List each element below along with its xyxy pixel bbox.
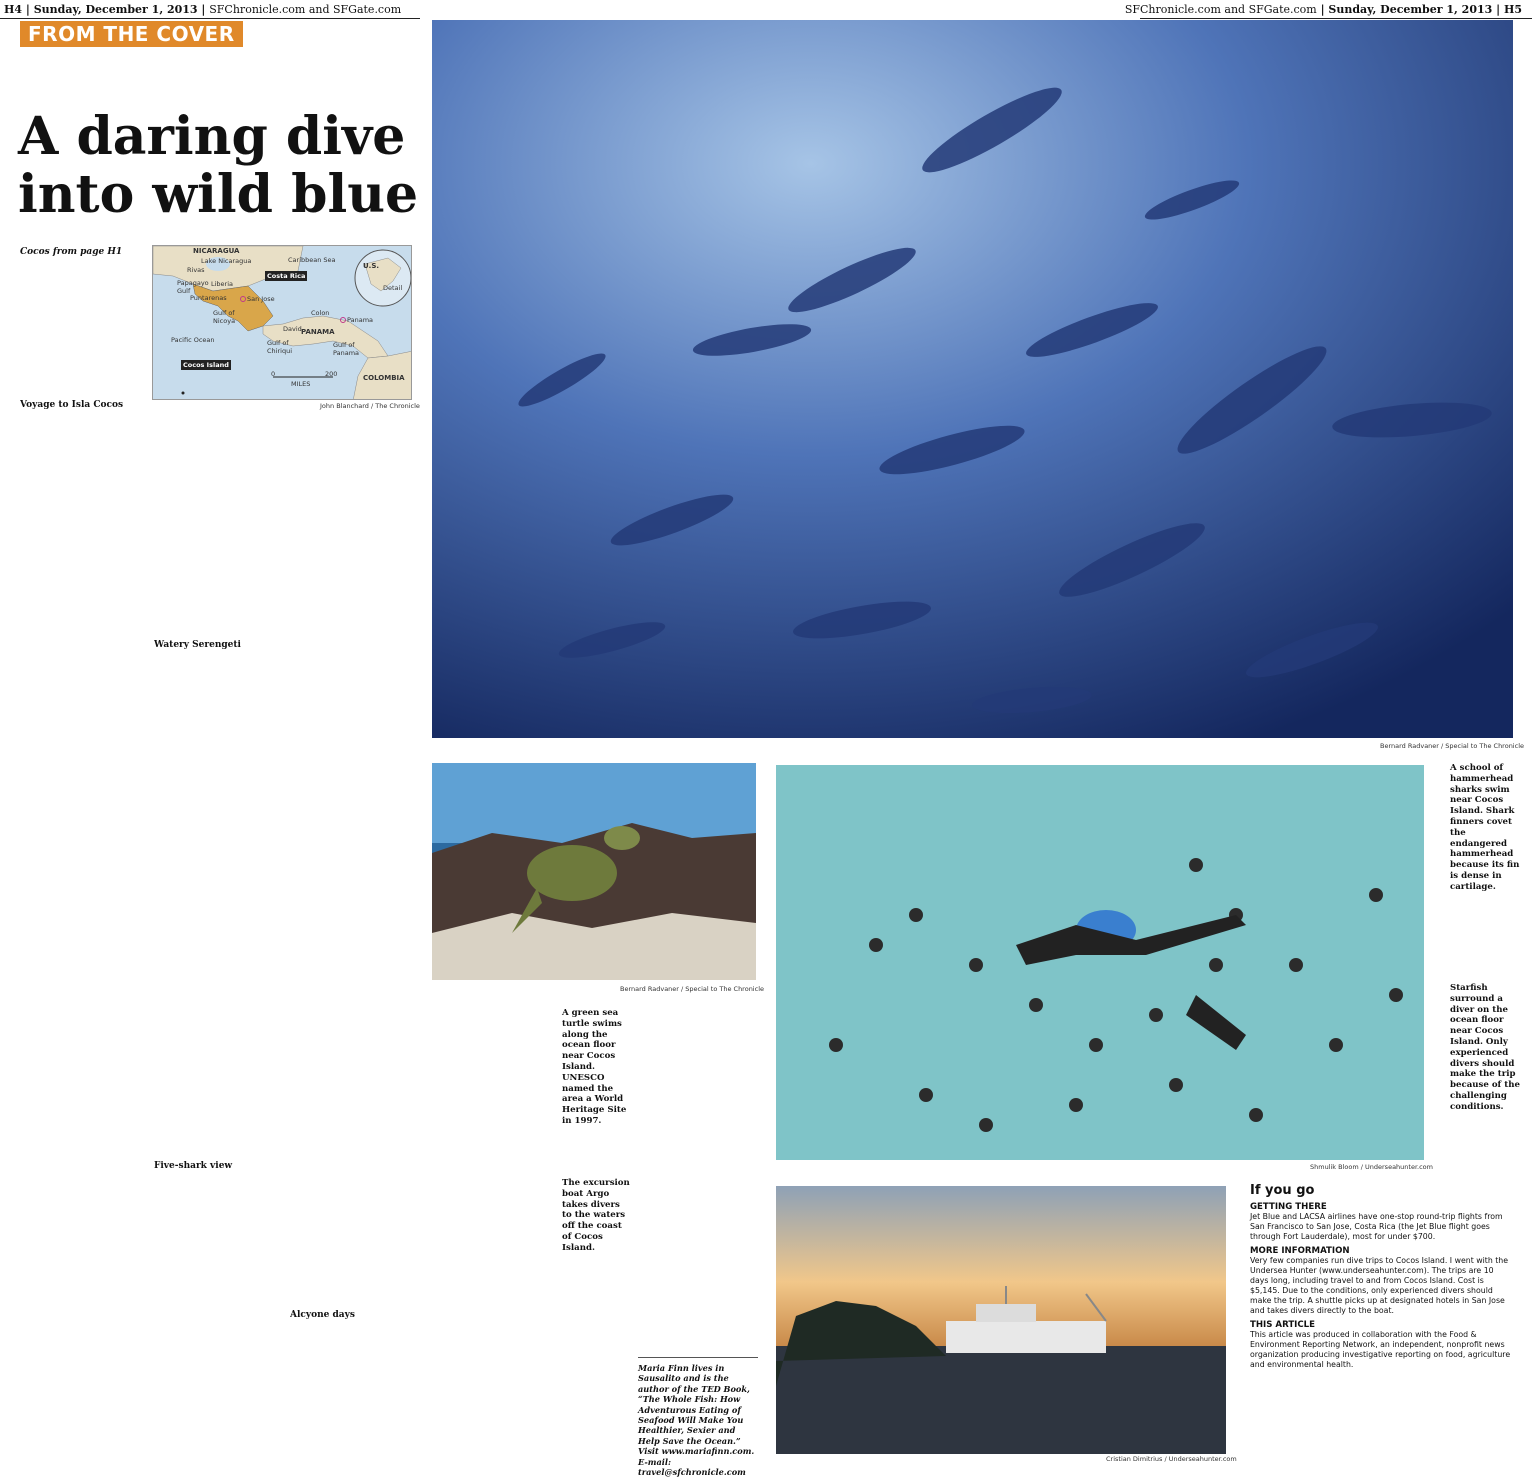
hammerhead-image — [432, 20, 1513, 738]
boat-photo — [776, 1186, 1226, 1454]
right-folio: SFChronicle.com and SFGate.com | Sunday, December 1, 2013 | H5 — [1124, 3, 1522, 16]
map-scale-200: 200 — [325, 370, 338, 378]
headline: A daring dive into wild blue — [18, 106, 419, 225]
turtle-photo — [432, 763, 756, 980]
if-you-go-box — [1250, 1183, 1512, 1370]
subhead-voyage: Voyage to Isla Cocos — [20, 400, 124, 410]
sharks-caption: A school of hammerhead sharks swim near Cocos Island. Shark finners covet the endangered hammerhead because its fin is dense in cartilage. — [1450, 763, 1520, 892]
map-label-nicoya: Gulf of Nicoya — [213, 309, 236, 325]
hammerhead-photo — [432, 20, 1513, 738]
right-top-rule — [1140, 18, 1532, 19]
this-article-heading: THIS ARTICLE — [1250, 1320, 1316, 1330]
map-label-panama-city: Panama — [347, 316, 374, 324]
left-folio: H4 | Sunday, December 1, 2013 | SFChronicle.com and SFGate.com — [4, 3, 402, 16]
turtle-caption: A green sea turtle swims along the ocean floor near Cocos Island. UNESCO named the area a World Heritage Site in 1997. — [562, 1008, 627, 1126]
map-label-cocos: Cocos Island — [183, 361, 229, 369]
boat-image — [776, 1186, 1226, 1454]
turtle-photo-credit: Bernard Radvaner / Special to The Chronicle — [620, 985, 764, 993]
map-label-pacific: Pacific Ocean — [171, 336, 215, 344]
map-label-panama: PANAMA — [301, 328, 335, 336]
right-site: SFChronicle.com and SFGate.com — [1124, 3, 1317, 16]
map-label-detail: Detail — [383, 284, 403, 292]
map-label-gulf-panama: Gulf of Panama — [333, 341, 360, 357]
map-label-liberia: Liberia — [211, 280, 234, 288]
starfish-caption: Starfish surround a diver on the ocean floor near Cocos Island. Only experienced divers should make the trip because of the challenging conditions. — [1450, 983, 1520, 1112]
left-top-rule — [0, 18, 420, 19]
subhead-serengeti: Watery Serengeti — [154, 640, 241, 650]
map-label-chiriqui: Gulf of Chiriqui — [267, 339, 292, 355]
map-label-david: David — [283, 325, 302, 333]
bio-rule — [638, 1357, 758, 1358]
subhead-five-shark: Five-shark view — [154, 1160, 233, 1171]
article-column-5 — [638, 1010, 758, 1350]
map-credit: John Blanchard / The Chronicle — [320, 402, 420, 410]
map-label-us: U.S. — [363, 262, 380, 270]
author-bio: Maria Finn lives in Sausalito and is the author of the TED Book, “The Whole Fish: How Adventurous Eating of Seafood Will Make You Healthier, Sexier and Help Save the Ocean.” Visit www.mariafinn.com. E-mail: travel@sfchronicle.com — [638, 1363, 755, 1477]
right-date: Sunday, December 1, 2013 — [1328, 3, 1493, 16]
map-scale-zero: 0 — [271, 370, 276, 378]
sharks-photo-credit: Bernard Radvaner / Special to The Chronicle — [1380, 742, 1524, 750]
turtle-image — [432, 763, 756, 980]
article-column-2 — [154, 410, 282, 1463]
more-info-heading: MORE INFORMATION — [1250, 1246, 1350, 1256]
map-label-colon: Colon — [311, 309, 330, 317]
jump-line: Cocos from page H1 — [20, 247, 123, 257]
left-page-number: H4 — [4, 3, 23, 16]
getting-there-heading: GETTING THERE — [1250, 1202, 1327, 1212]
if-you-go-title: If you go — [1250, 1183, 1315, 1198]
subhead-alcyone: Alcyone days — [290, 1310, 355, 1320]
article-column-1 — [20, 263, 146, 1463]
left-site: SFChronicle.com and SFGate.com — [209, 3, 402, 16]
map-label-puntarenas: Puntarenas — [190, 294, 227, 302]
starfish-photo — [776, 765, 1424, 1160]
boat-photo-credit: Cristian Dimitrius / Underseahunter.com — [1106, 1455, 1237, 1463]
costa-rica-map — [152, 245, 412, 400]
more-info-text: Very few companies run dive trips to Cocos Island. I went with the Undersea Hunter (www.underseahunter.com). The trips are 10 days long, including travel to and from Cocos Island. Cost is $5,145. Due to the conditions, only experienced divers should make the trip. A shuttle picks up at designated hotels in San Jose and takes divers directly to the boat. — [1250, 1256, 1509, 1315]
map-label-costarica: Costa Rica — [267, 272, 306, 280]
getting-there-text: Jet Blue and LACSA airlines have one-stop round-trip flights from San Francisco to San Jose, Costa Rica (the Jet Blue flight goes through Fort Lauderdale), most for under $700. — [1250, 1212, 1503, 1241]
boat-caption: The excursion boat Argo takes divers to the waters off the coast of Cocos Island. — [562, 1178, 630, 1253]
this-article-text: This article was produced in collaboration with the Food & Environment Reporting Network, an independent, nonprofit news organization producing investigative reporting on food, agriculture and environmental health. — [1250, 1330, 1511, 1369]
map-label-lake: Lake Nicaragua — [201, 257, 252, 265]
map-label-sanjose: San Jose — [247, 295, 275, 303]
section-tag: FROM THE COVER — [20, 21, 243, 47]
left-date: Sunday, December 1, 2013 — [33, 3, 198, 16]
article-column-4 — [432, 1010, 558, 1460]
map-scale-unit: MILES — [291, 380, 311, 388]
map-label-colombia: COLOMBIA — [363, 374, 405, 382]
map-label-nicaragua: NICARAGUA — [193, 247, 240, 255]
map-label-rivas: Rivas — [187, 266, 205, 274]
map-label-caribbean: Caribbean Sea — [288, 256, 336, 264]
starfish-photo-credit: Shmulik Bloom / Underseahunter.com — [1310, 1163, 1433, 1171]
starfish-image — [776, 765, 1424, 1160]
article-column-3 — [290, 410, 420, 1463]
right-page-number: H5 — [1503, 3, 1522, 16]
map-label-papagayo: Papagayo Gulf — [177, 279, 209, 295]
